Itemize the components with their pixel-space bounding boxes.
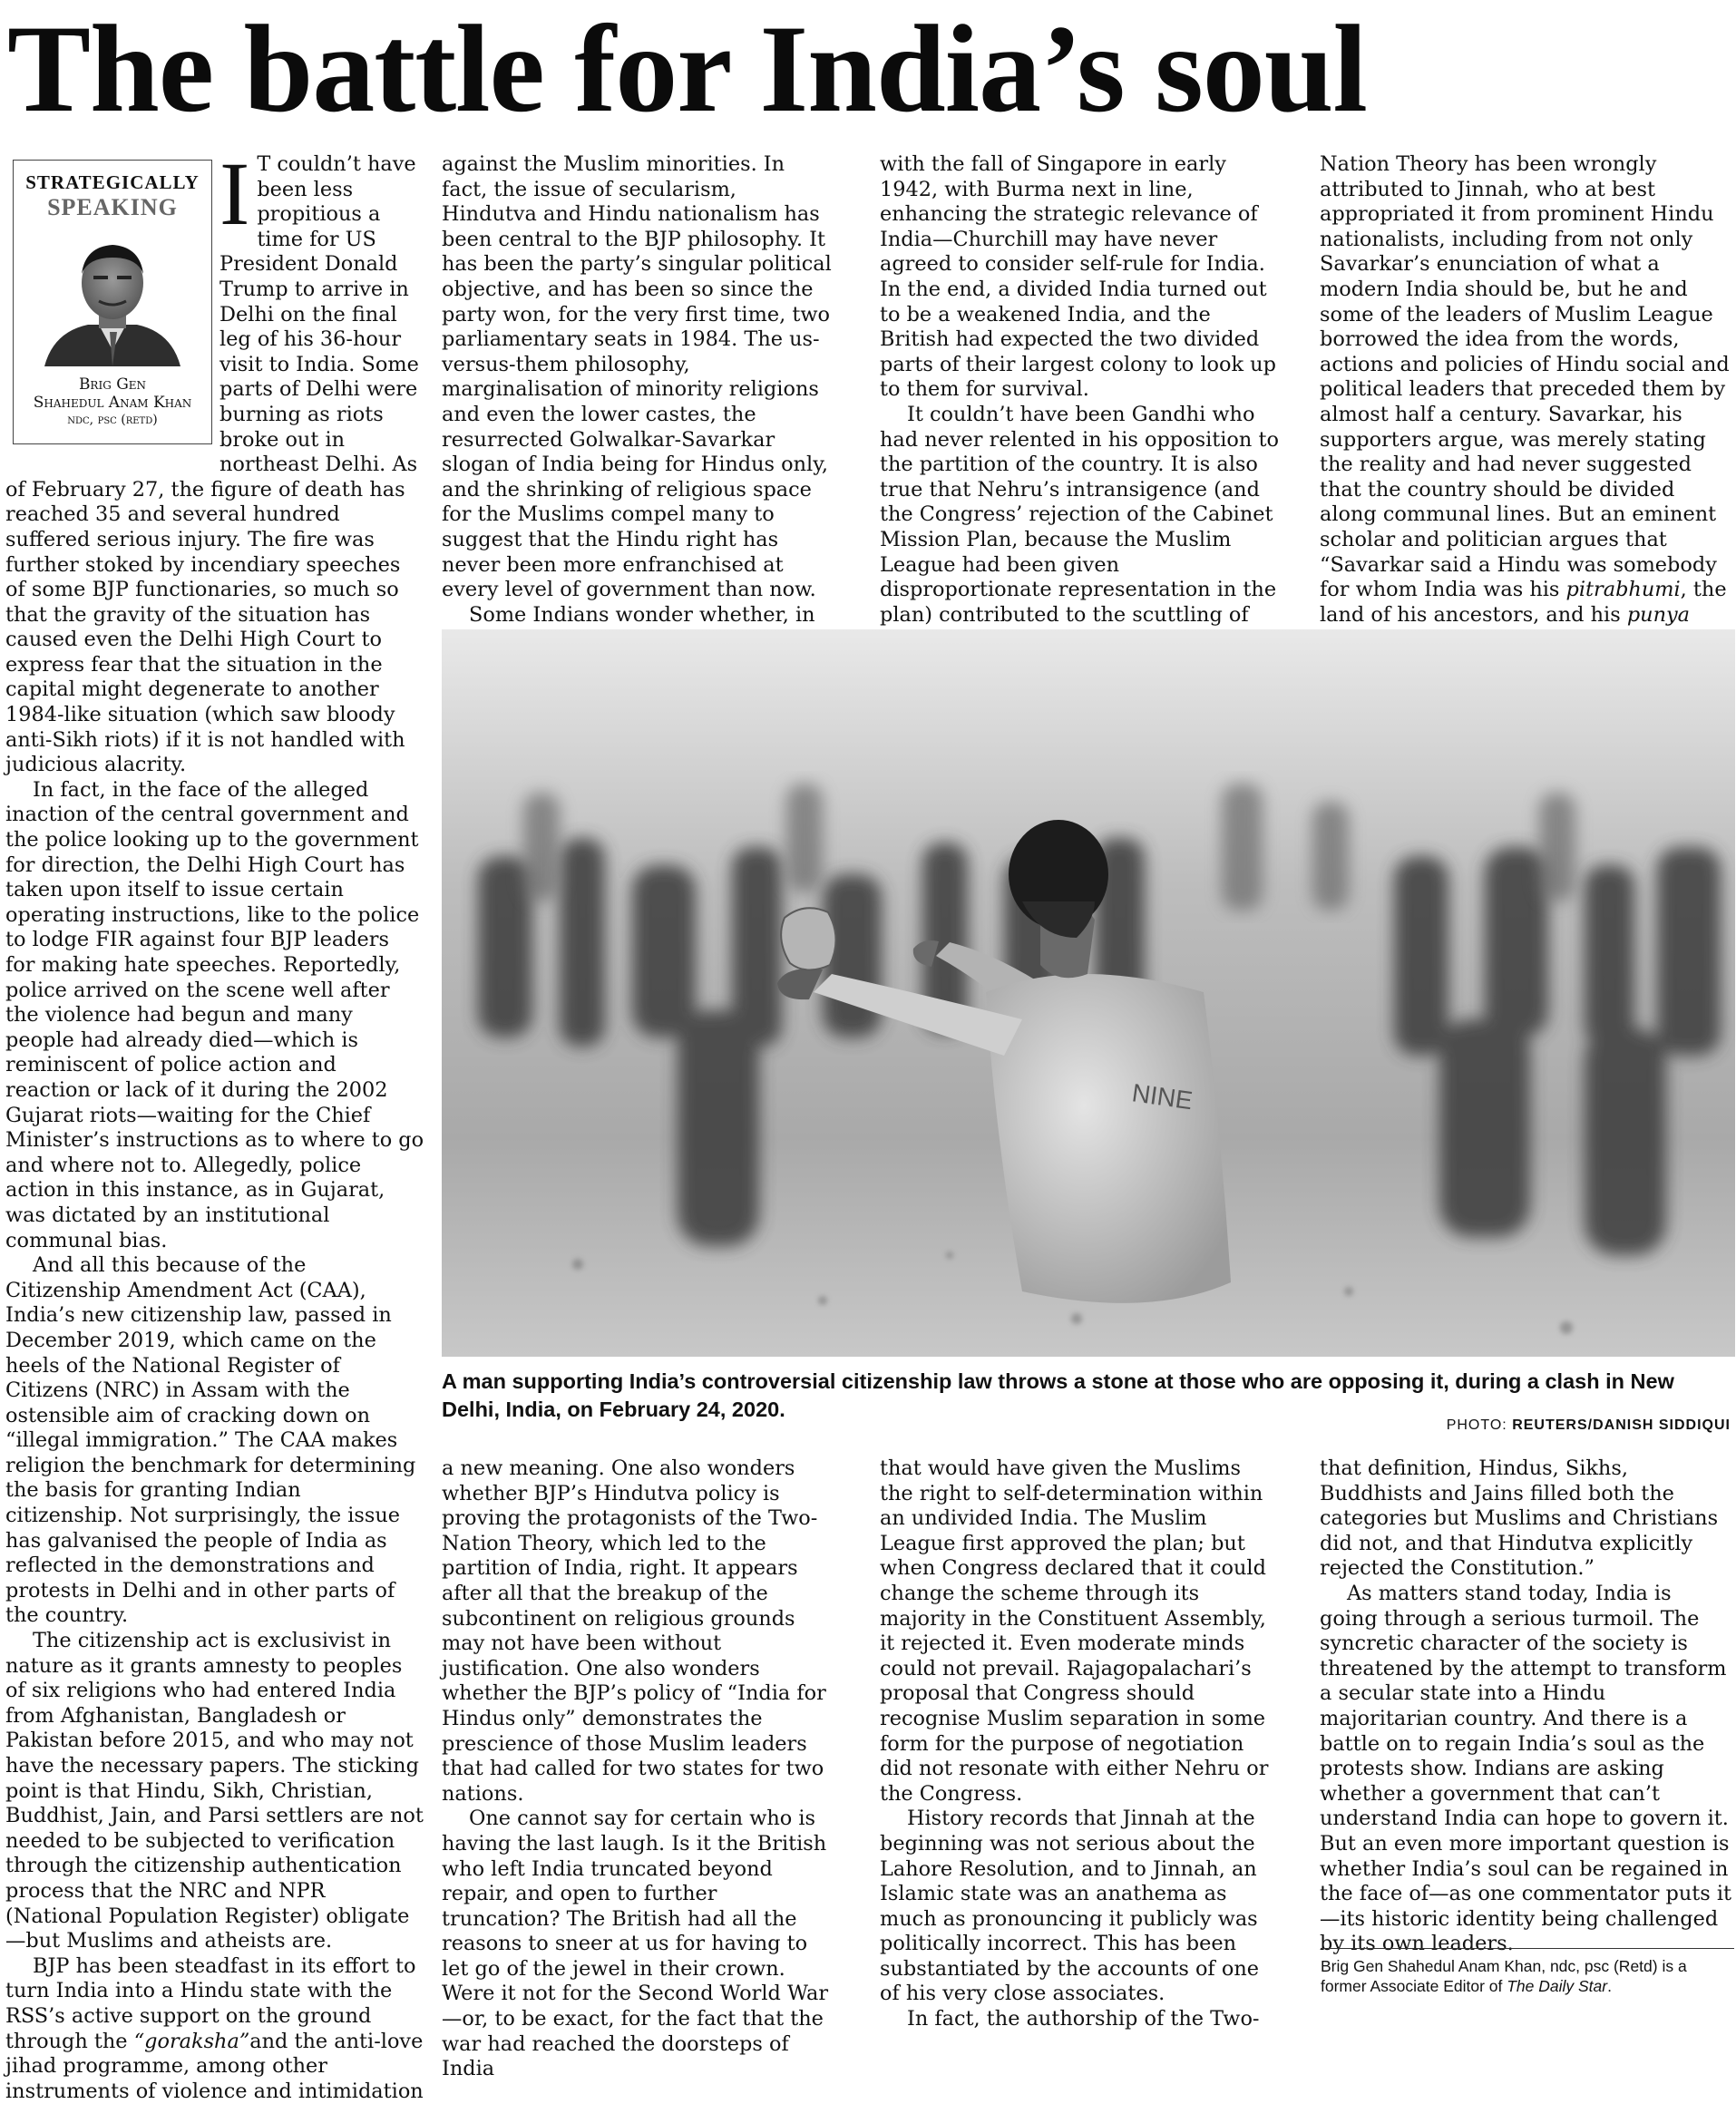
article-column-4-top [1320,152,1733,627]
paragraph: The citizenship act is exclusivist in nature as it grants amnesty to peoples of six religions who had entered India from Afghanistan, Bangladesh or Pakistan before 2015, and who may not have the necessary papers. The sticking point is that Hindu, Sikh, Christian, Buddhist, Jain, and Parsi settlers are not needed to be subjected to verification through the citizenship authentication process that the NRC and NPR (National Population Register) obligate—but Muslims and atheists are. [5,1629,424,1953]
article-column-2-top [442,152,832,627]
article-column-4-bottom [1320,1456,1733,1956]
photo-credit: PHOTO: REUTERS/DANISH SIDDIQUI [1446,1417,1731,1433]
paragraph: And all this because of the Citizenship Amendment Act (CAA), India’s new citizenship law, passed in December 2019, which came on the heels of the National Register of Citizens (NRC) in Assam with the ostensible aim of cracking down on “illegal immigration.” The CAA makes religion the benchmark for determining the basis for granting Indian citizenship. Not surprisingly, the issue has galvanised the people of India as reflected in the demonstrations and protests in Delhi and in other parts of the country. [5,1253,416,1628]
shirt-print: NINE [1130,1078,1195,1115]
article-column-1-flow [5,143,424,2103]
news-photo [442,629,1735,1357]
drop-cap: I [219,143,250,244]
publication-name: The Daily Star [1507,1977,1608,1995]
paragraph: In fact, the authorship of the Two- [907,2007,1260,2031]
author-rank: Brig Gen [78,375,147,394]
headline: The battle for India’s soul [7,0,1367,138]
paragraph: As matters stand today, India is going through a serious turmoil. The syncretic character of the society is threatened by the attempt to transform a secular state into a Hindu majoritarian country. And there is a battle on to regain India’s soul as the protests show. Indians are asking whether a government that can’t understand India can hope to govern it. But an even more important question is whether India’s soul can be regained in the face of—as one commentator puts it—its historic identity being challenged by its own leaders. [1320,1581,1732,1956]
paragraph: BJP has been steadfast in its effort to turn India into a Hindu state with the RSS’s active support on the ground through the “goraksha”and the anti-love jihad programme, among other instruments of violence and intimidation [5,1953,424,2103]
column-kicker-top: STRATEGICALLY [25,171,200,193]
paragraph: It couldn’t have been Gandhi who had never relented in his opposition to the partition of the country. It is also true that Nehru’s intransigence (and the Congress’ rejection of the Cabinet Mission Plan, because the Muslim League had been given disproportionate representation in the plan) contributed to the scuttling of [880,402,1279,627]
author-name: Shahedul Anam Khan [33,394,192,412]
paragraph: One cannot say for certain who is having the last laugh. Is it the British who left India truncated beyond repair, and open to further truncation? The British had all the reasons to sneer at us for having to let go of the jewel in their crown. Were it not for the Second World War—or, to be exact, for the fact that the war had reached the doorsteps of India [442,1807,829,2081]
paragraph: that would have given the Muslims the right to self-determination within an undivided India. The Muslim League first approved the plan; but when Congress declared that it could change the scheme through its majority in the Constituent Assembly, it rejected it. Even moderate minds could not prevail. Rajagopalachari’s proposal that Congress should recognise Muslim separation in some form for the purpose of negotiation did not resonate with either Nehru or the Congress. [880,1456,1269,1806]
paragraph: Some Indians wonder whether, in [469,602,815,627]
photo-caption: A man supporting India’s controversial citizenship law throws a stone at those who are opposing it, during a clash in New Delhi, India, on February 24, 2020. [442,1369,1674,1421]
author-bio-footnote: Brig Gen Shahedul Anam Khan, ndc, psc (Retd) is a former Associate Editor of The Daily Star. [1321,1948,1734,1996]
column-kicker-bottom: SPEAKING [47,194,178,220]
paragraph: against the Muslim minorities. In fact, the issue of secularism, Hindutva and Hindu nationalism has been central to the BJP philosophy. It has been the party’s singular political objective, and has been so since the party won, for the very first time, two parliamentary seats in 1984. The us-versus-them philosophy, marginalisation of minority religions and even the lower castes, the resurrected Golwalkar-Savarkar slogan of India being for Hindus only, and the shrinking of religious space for the Muslims compel many to suggest that the Hindu right has never been more enfranchised at every level of government than now. [442,152,832,602]
article-column-2-bottom [442,1456,832,2081]
lead-paragraph: T couldn’t have been less propitious a time for US President Donald Trump to arrive in Delhi on the final leg of his 36-hour visit to India. Some parts of Delhi were burning as riots broke out in northeast Delhi. As of February 27, the figure of death has reached 35 and several hundred suffered serious injury. The fire was further stoked by incendiary speeches of some BJP functionaries, so much so that the gravity of the situation has caused even the Delhi High Court to express fear that the situation in the capital might degenerate to another 1984-like situation (which saw bloody anti-Sikh riots) if it is not handled with judicious alacrity. [5,152,419,777]
article-column-3-bottom [880,1456,1279,2031]
emphasis: “goraksha” [133,2029,250,2053]
paragraph: History records that Jinnah at the beginning was not serious about the Lahore Resolution, and to Jinnah, an Islamic state was an anathema as much as pronouncing it publicly was politically incorrect. This has been substantiated by the accounts of one of his very close associates. [880,1807,1259,2006]
paragraph: with the fall of Singapore in early 1942, with Burma next in line, enhancing the strategic relevance of India—Churchill may have never agreed to consider self-rule for India. In the end, a divided India turned out to be a weakened India, and the British had expected the two divided parts of their largest colony to look up to them for survival. [880,152,1276,402]
paragraph: Nation Theory has been wrongly attributed to Jinnah, who at best appropriated it from prominent Hindu nationalists, including from not only Savarkar’s enunciation of what a modern India should be, but he and some of the leaders of Muslim League borrowed the idea from the words, actions and policies of Hindu social and political leaders that preceded them by almost half a century. Savarkar, his supporters argue, was merely stating the reality and had never suggested that the country should be divided along communal lines. But an eminent scholar and politician argues that “Savarkar said a Hindu was somebody for whom India was his pitrabhumi, the land of his ancestors, and his punya [1320,152,1730,627]
paragraph: that definition, Hindus, Sikhs, Buddhists and Jains filled both the categories but Muslims and Christians did not, and that Hindutva explicitly rejected the Constitution.” [1320,1456,1719,1581]
author-credentials: ndc, psc (retd) [67,413,158,427]
paragraph: a new meaning. One also wonders whether BJP’s Hindutva policy is proving the protagonists of the Two-Nation Theory, which led to the partition of India, right. It appears after all that the breakup of the subcontinent on religious grounds may not have been without justification. One also wonders whether the BJP’s policy of “India for Hindus only” demonstrates the prescience of those Muslim leaders that had called for two states for two nations. [442,1456,826,1806]
paragraph: In fact, in the face of the alleged inaction of the central government and the police looking up to the government for direction, the Delhi High Court has taken upon itself to issue certain operating instructions, like to the police to lodge FIR against four BJP leaders for making hate speeches. Reportedly, police arrived on the scene well after the violence had begun and many people had already died—which is reminiscent of police action and reaction or lack of it during the 2002 Gujarat riots—waiting for the Chief Minister’s instructions as to where to go and where not to. Allegedly, police action in this instance, as in Gujarat, was dictated by an institutional communal bias. [5,777,424,1252]
stone-thrower-photo [442,629,1735,1357]
article-column-3-top [880,152,1279,627]
